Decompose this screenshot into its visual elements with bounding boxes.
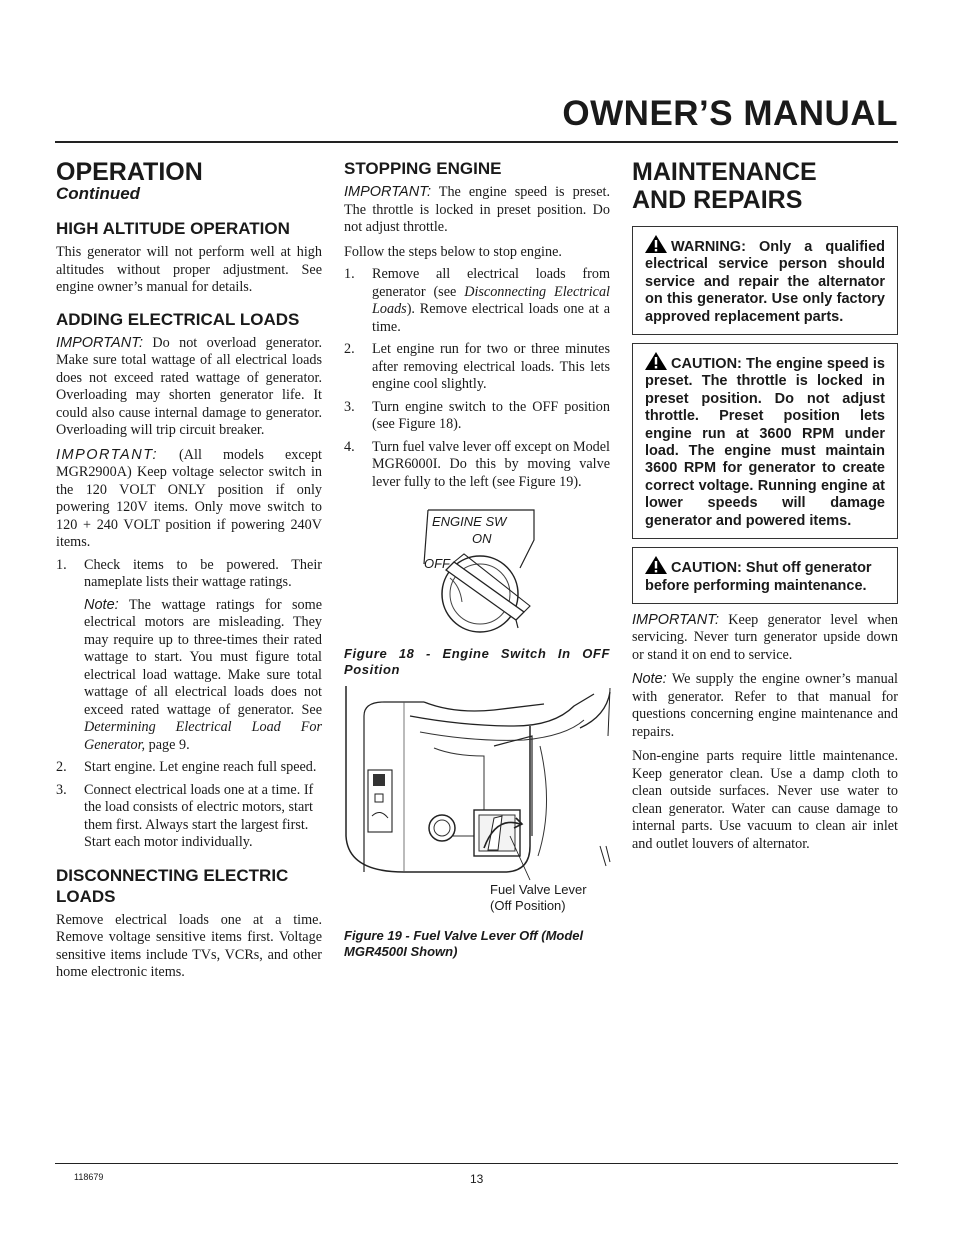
label-engine-sw: ENGINE SW: [432, 514, 507, 529]
important-label: IMPORTANT:: [632, 611, 719, 628]
column-stopping: [344, 158, 610, 491]
warning-icon: [645, 556, 667, 574]
list-item: [56, 782, 322, 852]
figure-19-caption: Figure 19 - Fuel Valve Lever Off (Model MGR4500I Shown): [344, 928, 584, 959]
warning-text: WARNING: Only a qualified electrical service person should service and repair the alternator on this generator. Use only factory approved replacement parts.: [645, 239, 885, 325]
callout-fuel-valve: [490, 882, 587, 914]
list-item: [344, 266, 610, 336]
warning-icon: [645, 235, 667, 253]
note-label: Note:: [84, 596, 119, 613]
list-number: 2.: [56, 759, 67, 775]
continued-label: Continued: [56, 184, 141, 203]
maintenance-note: [632, 671, 898, 741]
important-label: IMPORTANT:: [56, 334, 143, 351]
caution-box-speed: [632, 343, 898, 539]
callout-line-2: (Off Position): [490, 898, 566, 913]
heading-adding-loads: ADDING ELECTRICAL LOADS: [56, 309, 300, 329]
adding-note: [56, 597, 322, 755]
list-number: 1.: [344, 266, 355, 282]
list-number: 3.: [56, 781, 67, 798]
heading-disconnecting: DISCONNECTING ELECTRIC LOADS: [56, 865, 289, 906]
list-item: [56, 557, 322, 592]
figure-18: [420, 508, 540, 633]
list-text: Start engine. Let engine reach full speed.: [84, 759, 317, 775]
label-on: ON: [472, 531, 492, 546]
important-label: IMPORTANT:: [56, 446, 158, 463]
page-number: 13: [470, 1172, 484, 1186]
document-number: 118679: [74, 1172, 104, 1182]
important-text: (All models except MGR2900A) Keep voltage selector switch in the 120 VOLT ONLY position if only powering 120V items. Only move switch to 120 + 240 VOLT position if powering 240V items.: [56, 446, 322, 550]
caution-box-shutoff: [632, 547, 898, 604]
footer-rule: [55, 1163, 898, 1164]
maintenance-body: Non-engine parts require little maintenance. Keep generator clean. Use a damp cloth to clean outside surfaces. Never use water to clean generator. Water can cause damage to internal parts. Use vacuum to clean air inlet and outlet louvers of alternator.: [632, 748, 898, 852]
page-title: OWNER’S MANUAL: [562, 94, 898, 133]
important-text: Do not overload generator. Make sure total wattage of all electrical loads does not exceed rated wattage of generator. Overloading may shorten generator life. It could also cause internal damage to generator. Overloading will trip circuit breaker.: [56, 334, 322, 438]
caution-text: CAUTION: Shut off generator before performing maintenance.: [645, 560, 872, 594]
heading-high-altitude: HIGH ALTITUDE OPERATION: [56, 219, 290, 238]
section-title-maintenance: MAINTENANCE: [632, 158, 817, 186]
column-operation: [56, 156, 322, 982]
list-text: Remove all electrical loads from generator (see: [372, 266, 610, 300]
list-text: Connect electrical loads one at a time. If the load consists of electric motors, start them first. Always start the largest first. Start each motor individually.: [84, 781, 314, 850]
important-text: Keep generator level when servicing. Never turn generator upside down or stand it on end to service.: [632, 611, 898, 663]
list-item: [344, 341, 610, 394]
section-title-repairs: AND REPAIRS: [632, 186, 803, 214]
list-text: Turn fuel valve lever off except on Model MGR6000I. Do this by moving valve lever fully to the left (see Figure 19).: [372, 438, 610, 490]
figure-18-caption: Figure 18 - Engine Switch In OFF Position: [344, 646, 610, 677]
important-label: IMPORTANT:: [344, 184, 431, 200]
note-text: We supply the engine owner’s manual with generator. Refer to that manual for questions concerning engine maintenance and repairs.: [632, 671, 898, 740]
list-number: 2.: [344, 341, 355, 357]
callout-line-1: Fuel Valve Lever: [490, 882, 587, 897]
label-off: OFF: [424, 556, 450, 571]
heading-stopping-engine: STOPPING ENGINE: [344, 159, 502, 178]
high-altitude-text: This generator will not perform well at high altitudes without proper adjustment. See engine owner’s manual for details.: [56, 244, 322, 295]
list-reference: Disconnecting Electrical Loads: [372, 283, 610, 317]
stopping-intro: Follow the steps below to stop engine.: [344, 243, 562, 260]
note-text: The wattage ratings for some electrical motors are misleading. They may require up to three-times their rated wattage to start. You must figure total electrical load wattage. Make sure total wattage of all electrical loads does not exceed rated wattage of generator. See: [84, 596, 322, 718]
figure-19: [344, 686, 614, 916]
section-title-operation: OPERATION: [56, 158, 203, 186]
note-reference: Determining Electrical Load For Generator,: [84, 719, 322, 753]
maintenance-important: [632, 612, 898, 665]
list-item: [56, 759, 322, 777]
note-label: Note:: [632, 671, 667, 688]
list-number: 1.: [56, 556, 67, 573]
list-text: Turn engine switch to the OFF position (see Figure 18).: [372, 398, 610, 432]
disconnecting-text: Remove electrical loads one at a time. Remove voltage sensitive items first. Voltage sensitive items include TVs, VCRs, and other home electronic items.: [56, 911, 322, 980]
list-text: Check items to be powered. Their nameplate lists their wattage ratings.: [84, 556, 322, 590]
list-text-end: ). Remove electrical loads one at a time.: [372, 301, 610, 335]
header-rule: [55, 141, 898, 143]
list-item: [344, 439, 610, 492]
list-text: Let engine run for two or three minutes after removing electrical loads. This lets engine cool slightly.: [372, 341, 610, 392]
list-item: [344, 399, 610, 434]
adding-important-1: [56, 335, 322, 440]
adding-important-2: [56, 447, 322, 552]
column-maintenance: [632, 156, 898, 853]
caution-text: CAUTION: The engine speed is preset. The throttle is locked in preset position. Do not adjust throttle. Preset position lets engine run at 3600 RPM under load. The engine must maintain 3600 RPM for generator to create correct voltage. Running engine at lower speeds will damage generator and powered items.: [645, 356, 885, 529]
warning-icon: [645, 352, 667, 370]
note-end: page 9.: [145, 736, 190, 753]
list-number: 3.: [344, 398, 355, 415]
warning-box: [632, 226, 898, 335]
stopping-important: [344, 184, 610, 237]
list-number: 4.: [344, 438, 355, 455]
important-text: The engine speed is preset. The throttle is locked in preset position. Do not adjust throttle.: [344, 184, 610, 235]
